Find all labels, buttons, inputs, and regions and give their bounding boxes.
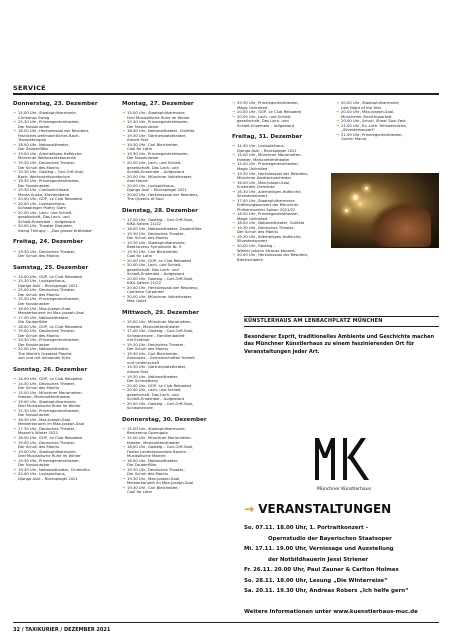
veranstaltung-row bbox=[244, 579, 388, 585]
logo-caption: Münchner Künstlerhaus bbox=[316, 487, 372, 492]
spark-2 bbox=[365, 187, 368, 190]
event-item: → 20.00 Uhr, Herkulessaal der Residenz, Cameron Carpenter bbox=[122, 286, 226, 295]
event-item: → 20.00 Uhr, GOP, Le Club Reloaded bbox=[232, 110, 328, 115]
event-item: → 20.00 Uhr, Lach- und Schieß- gesellschaft, Das Lach- und Schieß-Ensemble – Aufgestaut bbox=[122, 263, 226, 277]
event-item: → 19.30 Uhr, Gärtnerplatztheater, Amore Fest bbox=[122, 134, 226, 143]
event-item: → 19.30 Uhr, Carillonlichtsaie, Monta Auska, Klavierabend bbox=[13, 188, 113, 197]
event-item: → 19.00 Uhr, Staatsphilharmonie, Drei Musikalische Ruhe im Winter bbox=[13, 450, 113, 459]
event-item: → 19.30 Uhr, Carl Bleichelder, Cool for Latin bbox=[122, 143, 226, 152]
caption-rule-top bbox=[244, 316, 439, 317]
sparkler-photo bbox=[331, 173, 439, 248]
event-item: → 19.30 Uhr, Carl Bleichelder, Cool for Latin bbox=[122, 250, 226, 259]
event-item: → 20.00 Uhr, Lach- und Schieß- gesellschaft, Das Lach- und Schieß-Ensemble – Aufgestaut bbox=[13, 211, 113, 225]
event-item: → 14.00 Uhr, GOP, Le Club Reloaded bbox=[13, 377, 113, 382]
event-item: → 17.00 Uhr, Nationaltheater, Die Zauberflöte bbox=[13, 316, 113, 325]
veranstaltung-date: Sa. 20.11. 19.30 Uhr, bbox=[244, 588, 310, 594]
veranstaltung-text: Vernissage und Ausstellung bbox=[309, 546, 394, 552]
event-item: → 20.00 Uhr, Gasteig – Carl-Orff-Saal, KiKA Salsen 21/22 bbox=[122, 277, 226, 286]
spark-4 bbox=[359, 203, 361, 205]
event-item: → 19.30 Uhr, Carl Bleichelder, Amanaxis – Gemeinschaften freiheit und Leidenschaft bbox=[122, 352, 226, 366]
event-item: → 19.30 Uhr, Deutsches Theater, Der Schuh des Manitu bbox=[232, 226, 328, 235]
event-item: → 19.30 Uhr, Prinzregententheater, Der Nussknacker bbox=[13, 338, 113, 347]
event-item: → 20.00 Uhr, GOP, Le Club Reloaded bbox=[13, 197, 113, 202]
event-item: → 19.30 Uhr, Nationaltheater, Cinderella bbox=[13, 468, 113, 473]
event-item: → 19.30 Uhr, Deutsches Theater, Der Schuh des Manitu bbox=[122, 468, 226, 477]
event-item: → 15.30 Uhr, Prinzregententheater, Der Nussknacker bbox=[13, 297, 113, 306]
day-heading: Mittwoch, 29. Dezember bbox=[122, 310, 199, 316]
event-item: → 19.30 Uhr, Carl Bleichelder, Cool for Latin bbox=[122, 486, 226, 495]
event-item: → 20.00 Uhr, Theater Drehleier, Swing Therapy – „Das grosse Krähkake“ bbox=[13, 224, 113, 233]
event-item: → 21.00 Uhr, Ev.-Luth. Hilfswerkliche, „Silvesterkonzert“ bbox=[336, 124, 440, 133]
event-item: → 19.30 Uhr, Allerheiligen-Hofkirche, Silvesterkonzert bbox=[232, 235, 328, 244]
event-item: → 15.00 Uhr, Staatsphilharmonie, Christmas Swing bbox=[13, 111, 113, 120]
veranstaltung-date: So. 28.11. 18.00 Uhr, bbox=[244, 577, 310, 584]
event-item: → 20.00 Uhr, Schuh, Show: Soul-Fest bbox=[336, 119, 440, 124]
event-item: → 19.30 Uhr, Staatsphilharmonie, Beethovens Symphonie Nr. 9 bbox=[122, 241, 226, 250]
event-item: → 16.30 Uhr, Max-Joseph-Saal, Meisterkonzert im Max-Joseph-Saal bbox=[13, 418, 113, 427]
veranstaltung-text: Lesung „Die Winterreise“ bbox=[309, 577, 388, 584]
event-item: → 14.30 Uhr, Deutsches Theater, Der Schuh des Manitu bbox=[13, 382, 113, 391]
veranstaltung-row bbox=[244, 568, 399, 574]
event-item: → 19.00 Uhr, Deutsches Theater, Der Schuh des Manitu bbox=[13, 441, 113, 450]
spark-3 bbox=[345, 209, 348, 212]
event-item: → 19.30 Uhr, Prinzregententheater, Der Nussknacker bbox=[122, 152, 226, 161]
event-item: → 19.30 Uhr, Deutsches Theater, Der Schuh des Manitu bbox=[122, 343, 226, 352]
event-item: → 19.30 Uhr, Deutsches Theater, Der Schuh des Manitu bbox=[13, 161, 113, 170]
column-4 bbox=[336, 101, 440, 142]
veranstaltungen-title bbox=[244, 502, 391, 516]
event-item: → 14.30 Uhr, Lustspielhaus, Django Asül – Rückspiegel 2021 bbox=[232, 144, 328, 153]
feature-intro: Besonderer Esprit, traditionelles Ambiente und Geschichte machen das Münchner Künstlerhaus zu einem faszinierenden Ort für Veranstaltungen jeder Art. bbox=[244, 334, 435, 355]
page-footer: 32 / TAXIKURIER / DEZEMBER 2021 bbox=[13, 627, 111, 633]
day-heading: Donnerstag, 23. Dezember bbox=[13, 101, 98, 107]
event-item: → 20.00 Uhr, Nationaltheater, The World's Greatest Playlist von und mit Alexander Kritz bbox=[13, 347, 113, 361]
event-item: → 15.00 Uhr, Staatsphilharmonie, Drei Musikalische Ruhe im Winter bbox=[13, 400, 113, 409]
veranstaltung-row bbox=[268, 558, 368, 564]
event-item: → 18.00 Uhr, GOP, Le Club Reloaded bbox=[13, 325, 113, 330]
event-item: → 20.00 Uhr, Lach- und Schieß- gesellschaft, Das Lach- und Schieß-Ensemble – Aufgestaut bbox=[232, 115, 328, 129]
event-item: → 15.00 Uhr, Münchner Marionetten- theater, Marionettentheater bbox=[122, 320, 226, 329]
event-item: → 20.00 Uhr, Herkulessaal der Residenz, Blechschaden bbox=[232, 253, 328, 262]
event-item: → 16.00 Uhr, Max-Joseph-Saal, Ensemble Clemente bbox=[232, 181, 328, 190]
column-2 bbox=[122, 101, 226, 495]
veranstaltungen-label: VERANSTALTUNGEN bbox=[258, 502, 392, 516]
event-item: → 20.00 Uhr, Gasteig – Wiener Johann Strauss Konzert bbox=[232, 244, 328, 253]
event-item: → 20.00 Uhr, Lach- und Schieß- gesellschaft, Das Lach- und Schieß-Ensemble – Aufgestaut bbox=[122, 388, 226, 402]
day-heading: Freitag, 31. Dezember bbox=[232, 134, 303, 141]
veranstaltung-row bbox=[244, 526, 368, 532]
day-heading: Sonntag, 26. Dezember bbox=[13, 366, 88, 373]
event-item: → 18.00 Uhr, Prinzregententheater, Magic Unlimited bbox=[232, 212, 328, 221]
caption-rule bbox=[244, 326, 439, 327]
spark-1 bbox=[353, 195, 358, 200]
event-item: → 15.30 Uhr, Herkulessaal der Residenz, Münchner Kardfachorchester bbox=[232, 172, 328, 181]
event-item: → 14.00 Uhr, GOP, Le Club Reloaded bbox=[13, 275, 113, 280]
event-item: → 20.00 Uhr, GOP, Le Club Reloaded bbox=[122, 384, 226, 389]
column-1 bbox=[13, 101, 113, 481]
event-item: → 21.00 Uhr, Prinzregententheater, Guerin Mauro bbox=[336, 133, 440, 142]
event-item: → 19.30 Uhr, Prinzregententheater, Der Nussknacker bbox=[13, 179, 113, 188]
event-item: → 18.00 Uhr, Herkulessaal der Residenz, Festliches weihnachtliches Bach- Trompetengala bbox=[13, 129, 113, 143]
event-item: → 15.30 Uhr, Prinzregententheater, Der Nussknacker bbox=[122, 120, 226, 129]
event-item: → 19.30 Uhr, Max-Joseph-Saal, Meisterkonzert im Max-Joseph-Saal bbox=[122, 477, 226, 486]
event-item: → 18.00 Uhr, Gasteig – Carl-Orff-Saal, Festes Landesensemble Bayern – Musikalische Malerei bbox=[122, 445, 226, 459]
event-item: → 15.00 Uhr, Staatsphilharmonie, Beniamino Operngala bbox=[122, 427, 226, 436]
event-item: → 18.00 Uhr, GOP, Le Club Reloaded bbox=[13, 436, 113, 441]
event-item: → 20.00 Uhr, Münchner Volkstheater, Max Goldt bbox=[122, 295, 226, 304]
event-item: → 19.00 Uhr, Deutsches Theater, Der Schuh des Manitu bbox=[13, 329, 113, 338]
veranstaltung-date: Fr. 26.11. 20.00 Uhr, bbox=[244, 567, 308, 573]
veranstaltung-row bbox=[244, 547, 394, 553]
event-item: → 19.30 Uhr, Gärtnerplatztheater, Amore Fest bbox=[122, 365, 226, 374]
event-item: → 17.00 Uhr, Staatsphilharmonie, Eröffnungskonzert der Münchner Philharmoniker Saison 2021/22 bbox=[232, 199, 328, 213]
veranstaltung-date: So. 07.11. 18.00 Uhr, bbox=[244, 525, 310, 531]
veranstaltung-date: Mi. 17.11. 19.00 Uhr, bbox=[244, 546, 310, 552]
event-item: → 20.00 Uhr, Max-Joseph-Saal, Münchener Streichquartett bbox=[336, 110, 440, 119]
top-rule bbox=[13, 93, 439, 95]
event-item: → 19.30 Uhr, Gasteig – Carl-Orff-Saal, Bach: Weihnachtsoratorium bbox=[13, 170, 113, 179]
event-item: → 19.30 Uhr, Deutsches Theater, Der Schuh des Manitu bbox=[122, 232, 226, 241]
event-item: → 19.30 Uhr, Prinzregententheater, Magic Unlimited bbox=[232, 101, 328, 110]
event-item: → 15.30 Uhr, Prinzregententheater, Der Nussknacker bbox=[13, 409, 113, 418]
event-item: → 20.00 Uhr, Lustspielhaus, Schwabinger Poetry Slam bbox=[13, 202, 113, 211]
more-info[interactable]: Weitere Informationen unter www.kuenstlerhaus-muc.de bbox=[244, 609, 418, 615]
veranstaltung-text: Opernstudio der Bayerischen Staatsoper bbox=[268, 535, 392, 542]
event-item: → 19.30 Uhr, Prinzregententheater, Der Nussknacker bbox=[13, 459, 113, 468]
event-item: → 16.30 Uhr, Allerheiligen-Hofkirche, Silvesterkonzert bbox=[232, 190, 328, 199]
day-heading: Montag, 27. Dezember bbox=[122, 101, 194, 107]
column-3 bbox=[232, 101, 328, 262]
hand-shape bbox=[371, 203, 431, 247]
day-heading: Dienstag, 28. Dezember bbox=[122, 207, 198, 214]
event-item: → 19.30 Uhr, Deutsches Theater, Der Schuh des Manitu bbox=[13, 250, 113, 259]
event-item: → 15.30 Uhr, Prinzregententheater, Der Nussknacker bbox=[13, 120, 113, 129]
event-item: → 20.00 Uhr, Herkulessaal der Residenz, The Queens of Soul bbox=[122, 193, 226, 202]
event-item: → 15.00 Uhr, Staatsphilharmonie, Drei Musikalische Ruhe im Winter bbox=[122, 111, 226, 120]
event-item: → 17.30 Uhr, Deutsches Theater, Mozart's Winter 2021 bbox=[13, 427, 113, 436]
day-heading: Samstag, 25. Dezember bbox=[13, 264, 89, 271]
veranstaltung-text: 1. Portraitkonzert – bbox=[309, 525, 369, 531]
veranstaltung-text: der Notbildhauerin Jessi Striener bbox=[268, 556, 369, 563]
event-item: → 15.00 Uhr, Münchner Marionetten- theater, Marionettentheater bbox=[13, 391, 113, 400]
event-item: → 19.30 Uhr, Nationaltheater, Der Schmetberg bbox=[122, 375, 226, 384]
veranstaltung-text: Andreas Robers „Ich helfe gern“ bbox=[309, 588, 409, 594]
event-item: → 20.00 Uhr, Münchner Volkstheater, Axel Hacke bbox=[122, 175, 226, 184]
event-item: → 18.00 Uhr, Nationaltheater, Guillitta bbox=[232, 221, 328, 226]
event-item: → 20.00 Uhr, Gasteig – Carl-Orff-Saal, Schwanensee bbox=[122, 402, 226, 411]
event-item: → 17.00 Uhr, Gasteig – Carl-Orff-Saal, Schwanensee – Familienballett mit Erzähler bbox=[122, 329, 226, 343]
event-item: → 20.00 Uhr, Lustspielhaus, Django Asül – Rückspiegel 2021 bbox=[122, 184, 226, 193]
event-item: → 15.00 Uhr, Deutsches Theater, Der Schuh des Manitu bbox=[13, 288, 113, 297]
event-item: → 15.00 Uhr, Münchner Marionetten- theater, Marionettentheater bbox=[122, 436, 226, 445]
section-label: SERVICE bbox=[13, 84, 46, 92]
event-item: → 15.00 Uhr, Prinzregententheater, Magic Unlimited bbox=[232, 162, 328, 171]
event-item: → 17.00 Uhr, Gasteig – Carl-Orff-Saal, KiKA Salsen 21/22 bbox=[122, 218, 226, 227]
feature-caption: KÜNSTLERHAUS AM LENBACHPLATZ MÜNCHEN bbox=[244, 318, 383, 324]
kuenstlerhaus-logo bbox=[313, 436, 375, 482]
footer-rule bbox=[13, 622, 439, 623]
event-item: → 20.00 Uhr, Lach- und Schieß- gesellschaft, Das Lach- und Schieß-Ensemble – Aufgestaut bbox=[122, 161, 226, 175]
arrow-right-icon: → bbox=[244, 502, 259, 516]
event-item: → 18.00 Uhr, Nationaltheater, Guillitta bbox=[122, 129, 226, 134]
event-item: → 18.00 Uhr, Nationaltheater, Die Zauberflöte bbox=[122, 459, 226, 468]
event-item: → 19.00 Uhr, Allerheiligen-Hofkirche, Münchner Weihnachtskonzerte bbox=[13, 152, 113, 161]
veranstaltung-row bbox=[268, 537, 392, 543]
event-item: → 20.00 Uhr, Lustspielhaus, Django Asül – Rückspiegel 2021 bbox=[13, 472, 113, 481]
event-item: → 20.00 Uhr, Staatsphilharmonie, Last Night of the Year bbox=[336, 101, 440, 110]
event-item: → 15.00 Uhr, Münchner Marionetten- theater, Marionettentheater bbox=[232, 153, 328, 162]
day-heading: Freitag, 24. Dezember bbox=[13, 239, 84, 246]
event-item: → 20.00 Uhr, GOP, Le Club Reloaded bbox=[122, 259, 226, 264]
veranstaltung-text: Paul Zauner & Carlton Holmes bbox=[307, 567, 399, 573]
veranstaltung-row bbox=[244, 589, 409, 595]
day-heading: Donnerstag, 30. Dezember bbox=[122, 416, 207, 423]
mk-logo-icon bbox=[313, 436, 375, 482]
event-item: → 18.00 Uhr, Nationaltheater, Zauberflöte bbox=[122, 227, 226, 232]
event-item: → 15.30 Uhr, Lustspielhaus, Django Asül – Rückspiegel 2021 bbox=[13, 279, 113, 288]
event-item: → 18.00 Uhr, Nationaltheater, Der Zauberflöte bbox=[13, 143, 113, 152]
event-item: → 16.00 Uhr, Max-Joseph-Saal, Meisterkonzert im Max-Joseph-Saal bbox=[13, 307, 113, 316]
